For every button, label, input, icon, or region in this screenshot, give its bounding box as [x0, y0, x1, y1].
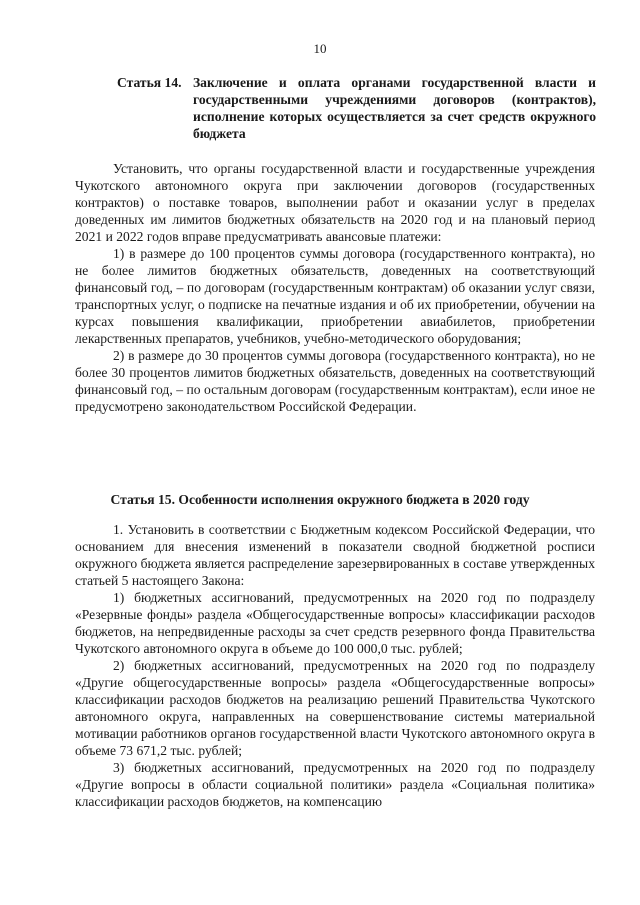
paragraph: 2) в размере до 30 процентов суммы договора (государственного контракта), но не более 30 процентов лимитов бюджетных обязательств, доведенных на соответствующий финансовый год, – по остальным договорам (государственным контрактам), если иное не предусмотрено законодательством Российской Федерации.: [75, 348, 595, 414]
page-number: 10: [313, 41, 327, 56]
paragraph: 1) в размере до 100 процентов суммы договора (государственного контракта), но не более лимитов бюджетных обязательств, доведенных на соответствующий финансовый год, – по договорам (государственным контрактам) об оказании услуг связи, транспортных услуг, о подписке на печатные издания и об их приобретении, обучении на курсах повышения квалификации, приобретении авиабилетов, приобретении лекарственных препаратов, учебников, учебно-методического оборудования;: [75, 246, 595, 346]
article-14-heading: [117, 74, 596, 142]
paragraph: 3) бюджетных ассигнований, предусмотренных на 2020 год по подразделу «Другие вопросы в области социальной политики» раздела «Социальная политика» классификации расходов бюджетов, на компенсацию: [75, 760, 595, 809]
article-15-body: [75, 521, 595, 810]
paragraph: 2) бюджетных ассигнований, предусмотренных на 2020 год по подразделу «Другие общегосударственные вопросы» раздела «Общегосударственные вопросы» классификации расходов бюджетов на реализацию решений Правительства Чукотского автономного округа, направленных на совершенствование системы материальной мотивации работников органов государственной власти Чукотского автономного округа в объеме 73 671,2 тыс. рублей;: [75, 658, 595, 758]
article-14-body: [75, 160, 595, 415]
paragraph: 1) бюджетных ассигнований, предусмотренных на 2020 год по подразделу «Резервные фонды» раздела «Общегосударственные вопросы» классификации расходов бюджетов, на непредвиденные расходы за счет средств резервного фонда Правительства Чукотского автономного округа в объеме до 100 000,0 тыс. рублей;: [75, 590, 595, 656]
paragraph: 1. Установить в соответствии с Бюджетным кодексом Российской Федерации, что основанием для внесения изменений в показатели сводной бюджетной росписи окружного бюджета является распределение зарезервированных в составе утвержденных статьей 5 настоящего Закона:: [75, 522, 595, 588]
article-14-label: Статья 14.: [117, 75, 182, 90]
article-15-heading: Статья 15. Особенности исполнения окружного бюджета в 2020 году: [110, 492, 530, 507]
paragraph: Установить, что органы государственной власти и государственные учреждения Чукотского автономного округа при заключении договоров (государственных контрактов) о поставке товаров, выполнении работ и оказании услуг в пределах доведенных им лимитов бюджетных обязательств на 2020 год и на плановый период 2021 и 2022 годов вправе предусматривать авансовые платежи:: [75, 161, 595, 244]
article-14-title: Заключение и оплата органами государственной власти и государственными учреждениями договоров (контрактов), исполнение которых осуществляется за счет средств окружного бюджета: [193, 75, 596, 141]
